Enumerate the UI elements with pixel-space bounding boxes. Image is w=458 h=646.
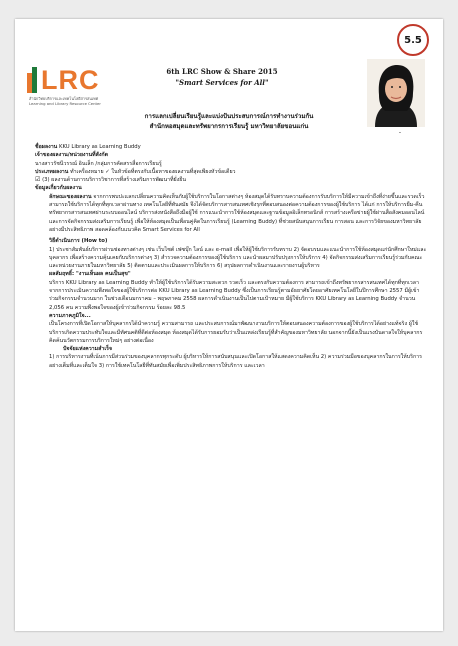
method-text: 1) ประชาสัมพันธ์บริการผ่านช่องทางต่างๆ เช่น เว็บไซต์ เฟซบุ๊ก ไลน์ และ e-mail เพื่อให้ผู้ใช้บริการรับทราบ 2) จัดอบรมและแนะนำการใช้ห้องสมุดแก่นักศึกษาใหม่และบุคลากร เพื่อสร้างความคุ้นเคยกับบริการต่างๆ 3) สำรวจความต้องการของผู้ใช้บริการ และนำผลมาปรับปรุงการให้บริการ 4) จัดกิจกรรมส่งเสริมการเรียนรู้ร่วมกับคณะและหน่วยงานภายในมหาวิทยาลัย 5) ติดตามและประเมินผลการให้บริการ 6) สรุปผลการดำเนินงานและรายงานผู้บริหาร [49, 246, 427, 270]
success-text: 1) การบริหารงานที่เน้นการมีส่วนร่วมของบุคลากรทุกระดับ ผู้บริหารให้การสนับสนุนและเปิดโอกาสให้แสดงความคิดเห็น 2) ความร่วมมือของบุคลากรในการให้บริการอย่างเต็มที่และเต็มใจ 3) การใช้เทคโนโลยีที่ทันสมัยเพื่อเพิ่มประสิทธิภาพการให้บริการ และเวลา [49, 354, 422, 369]
logo-mark-icon [27, 65, 41, 95]
type-instruction: ทำเครื่องหมาย ✓ ในหัวข้อที่ตรงกับเนื้อหาของผลงานที่สุดเพียงหัวข้อเดียว [68, 168, 236, 175]
document-page [15, 19, 443, 631]
logo-subtitle: สำนักวิทยบริการและเทคโนโลยีสารสนเทศ Learning and Library Resource Center [29, 96, 101, 106]
work-name-label: ชื่อผลงาน [35, 144, 58, 150]
work-name: KKU Library as Learning Buddy [57, 144, 141, 150]
event-heading [137, 67, 307, 87]
pride-heading: ความภาคภูมิใจ... [49, 312, 91, 319]
checked-option: (3) ผลงานด้านการบริการวิชาการที่สร้างเสริมการพัฒนาที่ยั่งยืน [40, 177, 186, 184]
result-label: ผลสัมฤทธิ์: "งานเห็นผล คนเป็นสุข" [49, 271, 131, 278]
work-name-line [35, 143, 427, 151]
type-line [35, 168, 427, 176]
owner-heading: เจ้าของผลงาน/หน่วยงานที่สังกัด [35, 152, 109, 159]
photo-caption: - [398, 129, 401, 136]
title-line-2: สำนักหอสมุดและทรัพยากรการเรียนรู้ มหาวิทยาลัยขอนแก่น [149, 123, 309, 130]
page-number-badge: 5.5 [397, 24, 429, 56]
event-subtitle: "Smart Services for All" [175, 78, 269, 87]
nature-paragraph [35, 193, 427, 234]
title-line-1: การแลกเปลี่ยนเรียนรู้และแบ่งปันประสบการณ์การทำงานร่วมกัน [144, 113, 314, 120]
basic-info-heading: ข้อมูลเกี่ยวกับผลงาน [35, 185, 82, 192]
result-text: บริการ KKU Library as Learning Buddy ทำให้ผู้ใช้บริการได้รับความสะดวก รวดเร็ว และตรงกับความต้องการ สามารถเข้าถึงทรัพยากรสารสนเทศได้ทุกที่ทุกเวลา จากการประเมินความพึงพอใจของผู้ใช้บริการต่อ KKU Library as Learning Buddy ซึ่งเป็นการเรียนรู้ตามอัธยาศัยโดยอาศัยเทคโนโลยีในปีการศึกษา 2557 มีผู้เข้าร่วมกิจกรรมจำนวนมาก ในช่วงเดือนมกราคม – พฤษภาคม 2558 ผลการดำเนินงานเป็นไปตามเป้าหมาย มีผู้ใช้บริการ KKU Library as Learning Buddy จำนวน 2,056 คน ความพึงพอใจของผู้เข้าร่วมกิจกรรม ร้อยละ 98.5 [49, 279, 420, 311]
document-title [45, 112, 413, 132]
type-label: ประเภทผลงาน [35, 168, 69, 175]
checked-line [35, 176, 427, 184]
lrc-logo [27, 65, 111, 109]
success-heading: ปัจจัยแห่งความสำเร็จ [63, 346, 113, 353]
event-title: 6th LRC Show & Share 2015 [166, 67, 278, 76]
nature-label: ลักษณะของผลงาน [49, 193, 92, 200]
method-heading: วิธีดำเนินการ (How to) [49, 238, 108, 245]
document-body [35, 143, 427, 370]
nature-text: จากการพบปะแลกเปลี่ยนความคิดเห็นกับผู้ใช้บริการในโอกาสต่างๆ ห้องสมุดได้รับทราบความต้องการรับบริการให้มีความเข้าถึงที่ง่ายขึ้นและรวดเร็ว สามารถใช้บริการได้ทุกที่ทุกเวลาผ่านทาง เทคโนโลยีที่ทันสมัย จึงได้จัดบริการสารสนเทศเชิงรุกที่ตอบสนองต่อความต้องการของผู้ใช้บริการ ได้แก่ การให้บริการยืม-คืนทรัพยากรสารสนเทศผ่านระบบออนไลน์ บริการส่งหนังสือถึงมือผู้ใช้ การแนะนำการใช้ห้องสมุดและฐานข้อมูลอิเล็กทรอนิกส์ การสร้างเครือข่ายผู้ใช้ผ่านสื่อสังคมออนไลน์ และการจัดกิจกรรมส่งเสริมการเรียนรู้ เพื่อให้ห้องสมุดเป็นเพื่อนคู่คิดในการเรียนรู้ (Learning Buddy) ที่ช่วยสนับสนุนการเรียน การสอน และการวิจัยของมหาวิทยาลัยอย่างมีประสิทธิภาพ สอดคล้องกับแนวคิด Smart Services for All [49, 193, 425, 233]
checkbox-icon: ☑ [35, 176, 41, 184]
logo-text: LRC [41, 65, 100, 95]
owner-text: นางสาวรัชนีวรรณ์ อินเล็ก /กลุ่มการคัดสรรสื่อการเรียนรู้ [35, 160, 162, 167]
pride-text: เป็นโครงการที่เปิดโอกาสให้บุคลากรได้นำความรู้ ความสามารถ และประสบการณ์มาพัฒนางานบริการให้ตอบสนองความต้องการของผู้ใช้บริการได้อย่างแท้จริง ผู้ใช้บริการเกิดความประทับใจและมีทัศนคติที่ดีต่อห้องสมุด ห้องสมุดได้รับการยอมรับว่าเป็นแหล่งเรียนรู้ที่สำคัญของมหาวิทยาลัย นอกจากนี้ยังเป็นแรงบันดาลใจให้บุคลากรคิดค้นนวัตกรรมการบริการใหม่ๆ อย่างต่อเนื่อง [49, 321, 423, 344]
